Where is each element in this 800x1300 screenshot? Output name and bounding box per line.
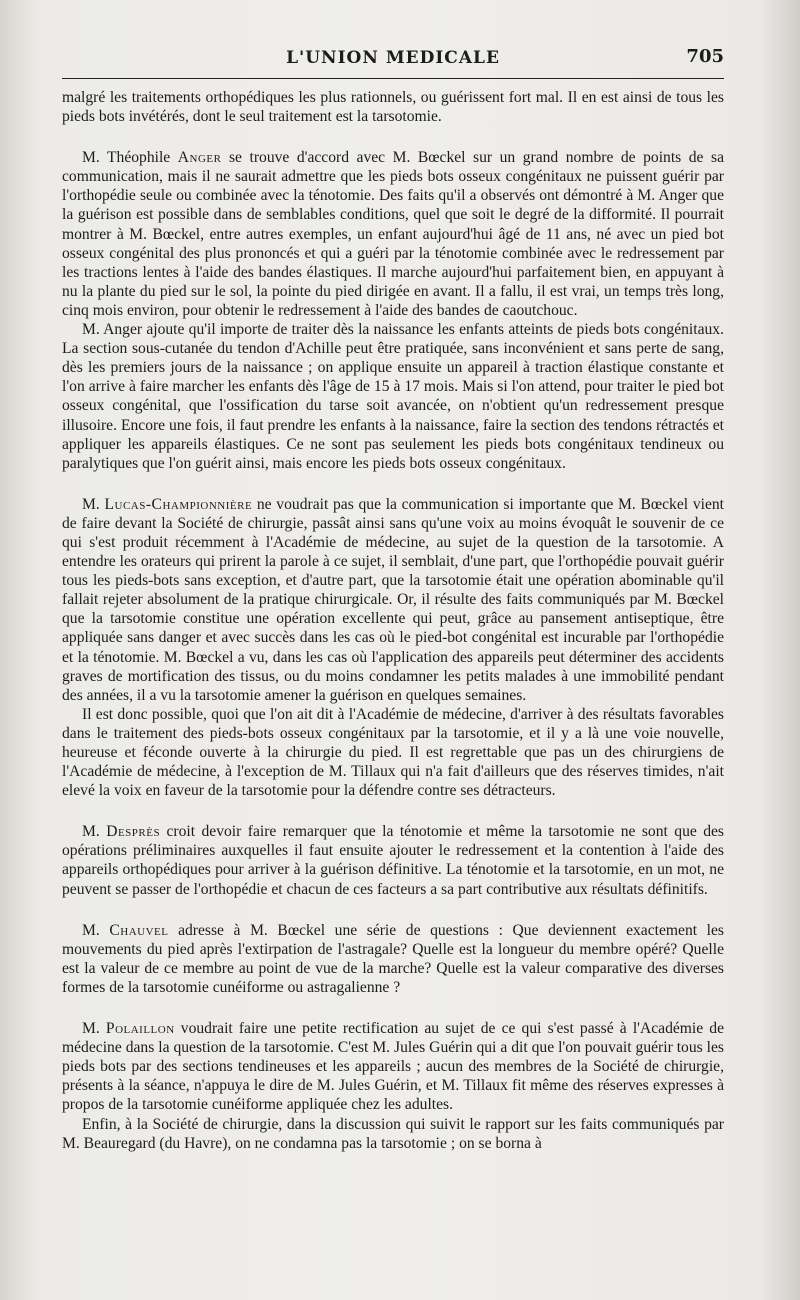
journal-title: L'UNION MEDICALE xyxy=(286,48,500,68)
paragraph-polaillon xyxy=(62,1019,724,1114)
page-number: 705 xyxy=(686,46,724,67)
speaker-name: Chauvel xyxy=(109,921,169,939)
paragraph-text: Enfin, à la Société de chirurgie, dans la discussion qui suivit le rapport sur les faits communiqués par M. Beauregard (du Havre), on ne condamna pas la tarsotomie ; on se borna à xyxy=(62,1115,724,1152)
paragraph-text: adresse à M. Bœckel une série de questions : Que deviennent exactement les mouvements du pied après l'extirpation de l'astragale? Quelle est la longueur du membre opéré? Quelle est la valeur de ce membre au point de vue de la marche? Quelle est la valeur comparative des diverses formes de la tarsotomie cunéiforme ou astragalienne ? xyxy=(62,921,724,996)
speaker-prefix: M. xyxy=(82,921,100,939)
paragraph-continuation xyxy=(62,88,724,126)
speaker-prefix: M. Théophile xyxy=(82,149,171,167)
paragraph-text: se trouve d'accord avec M. Bœckel sur un grand nombre de points de sa communication, mais il ne saurait admettre que les pieds bots osseux congénitaux ne puissent guérir par l'orthopédie seule ou combinée avec la ténotomie. Des faits qu'il a observés ont démontré à M. Anger que la guérison est possible dans de semblables conditions, quel que soit le degré de la difformité. Il pourrait montrer à M. Bœckel, entre autres exemples, un enfant aujourd'hui âgé de 11 ans, né avec un pied bot osseux congénital des plus prononcés et qui a guéri par la ténotomie combinée avec le redressement par les tractions lentes à l'aide des bandes élastiques. Il marche aujourd'hui parfaitement bien, en appuyant à nu la plante du pied sur le sol, la pointe du pied dirigée en avant. Il a fallu, il est vrai, un temps très long, cinq mois environ, pour obtenir le redressement à l'aide des bandes de caoutchouc. xyxy=(62,149,724,319)
paragraph-chauvel xyxy=(62,921,724,997)
page-header xyxy=(62,44,724,74)
article-body xyxy=(62,88,724,1153)
paragraph-text: voudrait faire une petite rectification au sujet de ce qui s'est passé à l'Académie de médecine dans la question de la tarsotomie. C'est M. Jules Guérin qui a dit que l'on pouvait guérir tous les pieds bots par des sections tendineuses et les appareils ; aucun des membres de la Société de chirurgie, présents à la séance, n'appuya le dire de M. Jules Guérin, et M. Tillaux fit même des réserves expresses à propos de la tarsotomie cunéiforme appliquée chez les adultes. xyxy=(62,1020,724,1114)
paragraph-lucas-continued xyxy=(62,705,724,800)
header-rule xyxy=(62,78,724,79)
paragraph-anger xyxy=(62,148,724,320)
speaker-name: Desprès xyxy=(106,823,161,841)
speaker-name: Lucas-Championnière xyxy=(104,495,253,513)
speaker-prefix: M. xyxy=(82,495,100,513)
speaker-name: Anger xyxy=(177,149,222,167)
paragraph-polaillon-continued xyxy=(62,1115,724,1153)
speaker-prefix: M. xyxy=(82,1020,100,1038)
speaker-name: Polaillon xyxy=(105,1020,175,1038)
paragraph-text: malgré les traitements orthopédiques les plus rationnels, ou guérissent fort mal. Il en est ainsi de tous les pieds bots invétérés, dont le seul traitement est la tarsotomie. xyxy=(62,89,724,126)
speaker-prefix: M. xyxy=(82,823,100,841)
paragraph-text: Il est donc possible, quoi que l'on ait dit à l'Académie de médecine, d'arriver à des résultats favorables dans le traitement des pieds-bots osseux congénitaux par la tarsotomie, et il y a là une voie nouvelle, heureuse et féconde ouverte à la chirurgie du pied. Il est regrettable que pas un des chirurgiens de l'Académie de médecine, à l'exception de M. Tillaux qui n'a fait d'ailleurs que des réserves timides, n'ait elevé la voix en faveur de la tarsotomie pour la défendre contre ses détracteurs. xyxy=(62,705,724,800)
paragraph-text: M. Anger ajoute qu'il importe de traiter dès la naissance les enfants atteints de pieds bots congénitaux. La section sous-cutanée du tendon d'Achille peut être pratiquée, sans inconvénient et sans perte de sang, dès les premiers jours de la naissance ; on applique ensuite un appareil à traction élastique constante et l'on arrive à faire marcher les enfants dès l'âge de 15 à 17 mois. Mais si l'on attend, pour traiter le pied bot osseux congénital, que l'ossification du tarse soit avancée, on n'obtient qu'un redressement presque illusoire. Encore une fois, il faut prendre les enfants à la naissance, faire la section des tendons rétractés et appliquer les appareils élastiques. Ce ne sont pas seulement les pieds bots congénitaux tendineux ou paralytiques que l'on guérit ainsi, mais encore les pieds bots osseux congénitaux. xyxy=(62,321,724,472)
paragraph-text: croit devoir faire remarquer que la ténotomie et même la tarsotomie ne sont que des opérations préliminaires auxquelles il faut ensuite ajouter le redressement et la contention à l'aide des appareils orthopédiques pour arriver à la guérison définitive. La ténotomie et la tarsotomie, en un mot, ne peuvent se passer de l'orthopédie et chacun de ces facteurs a sa part contributive aux résultats définitifs. xyxy=(62,823,724,898)
paragraph-despres xyxy=(62,822,724,898)
paragraph-anger-continued xyxy=(62,320,724,473)
paragraph-text: ne voudrait pas que la communication si importante que M. Bœckel vient de faire devant la Société de chirurgie, passât ainsi sans qu'une voix au moins évoquât le souvenir de ce qui s'est produit récemment à l'Académie de médecine, au sujet de la question de la tarsotomie. A entendre les orateurs qui prirent la parole à ce sujet, il semblait, d'une part, que l'orthopédie pouvait guérir tous les pieds-bots sans exception, et d'autre part, que la tarsotomie était une opération abominable qu'il fallait rejeter absolument de la pratique chirurgicale. Or, il résulte des faits communiqués par M. Bœckel que la tarsotomie constitue une opération excellente qui peut, grâce au pansement antiseptique, être appliquée sans danger et avec succès dans les cas où le pied-bot congénital est incurable par l'orthopédie et la ténotomie. M. Bœckel a vu, dans les cas où l'application des appareils peut déterminer des accidents graves de mortification des tissus, ou du moins condamner les petits malades à une immobilité pendant des années, il a vu la tarsotomie amener la guérison en quelques semaines. xyxy=(62,495,724,704)
paragraph-lucas-championniere xyxy=(62,495,724,705)
